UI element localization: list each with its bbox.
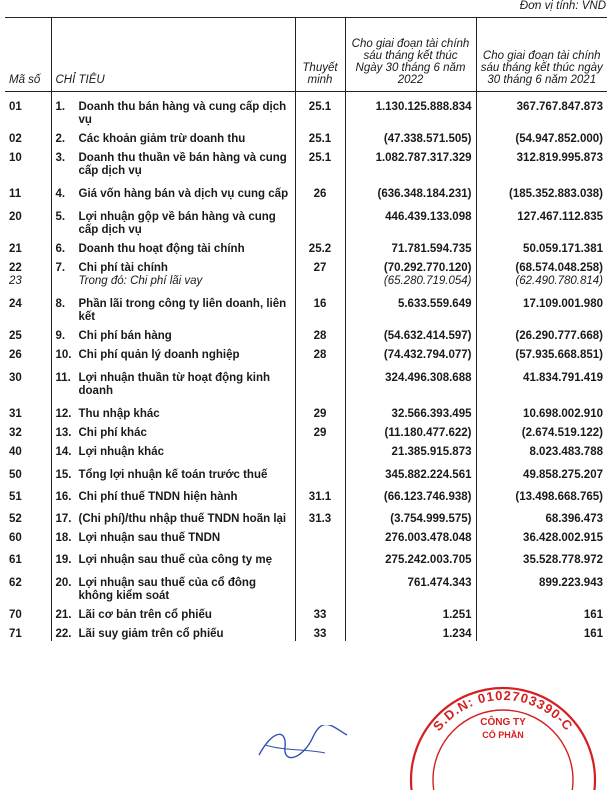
- row-item: [51, 398, 295, 421]
- row-number: 2.: [55, 133, 66, 145]
- row-label: Lợi nhuận thuần từ hoạt động kinh doanh: [78, 372, 271, 397]
- table-row: [5, 504, 607, 526]
- row-code: 32: [9, 427, 22, 439]
- seal-text-3: CỔ PHẦN: [482, 730, 524, 740]
- row-note: 26: [295, 178, 345, 201]
- header-period-2022: Cho giai đoạn tài chính sáu tháng kết thúc Ngày 30 tháng 6 năm 2022: [345, 18, 476, 92]
- row-label: Doanh thu bán hàng và cung cấp dịch vụ: [78, 101, 287, 126]
- row-label: Chi phí thuế TNDN hiện hành: [78, 491, 238, 503]
- row-label: Tổng lợi nhuận kế toán trước thuế: [78, 469, 268, 481]
- row-label: Chi phí tài chính: [78, 262, 168, 274]
- seal-text-2: CÔNG TY: [480, 717, 526, 728]
- row-value-2021: 36.428.002.915: [476, 526, 607, 545]
- row-label: Chi phí khác: [78, 427, 147, 439]
- row-value-2022: (11.180.477.622): [345, 421, 476, 440]
- table-row: [5, 459, 607, 482]
- row-item: [51, 92, 295, 128]
- row-value-2021: 68.396.473: [476, 504, 607, 526]
- row-label: Lợi nhuận gộp về bán hàng và cung cấp dịch vụ: [78, 211, 276, 236]
- row-item: [51, 256, 295, 275]
- row-code: 11: [9, 188, 22, 200]
- header-item: CHỈ TIÊU: [51, 18, 295, 92]
- row-note: [295, 545, 345, 567]
- table-row: [5, 146, 607, 178]
- row-item: [51, 343, 295, 362]
- row-code: 40: [9, 446, 22, 458]
- row-code: 26: [9, 349, 22, 361]
- row-value-2022: 5.633.559.649: [345, 288, 476, 324]
- row-label: Phần lãi trong công ty liên doanh, liên kết: [78, 298, 287, 323]
- row-value-2021: 41.834.791.419: [476, 362, 607, 398]
- row-code: 23: [9, 275, 22, 287]
- row-item: [51, 275, 295, 288]
- row-value-2022: 345.882.224.561: [345, 459, 476, 482]
- row-note: 25.1: [295, 92, 345, 128]
- row-value-2022: 1.234: [345, 622, 476, 641]
- row-item: [51, 526, 295, 545]
- row-note: 28: [295, 343, 345, 362]
- row-item: [51, 324, 295, 343]
- row-number: 11.: [55, 372, 71, 384]
- row-item: [51, 545, 295, 567]
- row-number: 1.: [55, 101, 66, 113]
- row-number: 15.: [55, 469, 72, 481]
- row-label: Thu nhập khác: [78, 408, 160, 420]
- row-code: 52: [9, 513, 22, 525]
- row-number: 7.: [55, 262, 66, 274]
- row-note: 28: [295, 324, 345, 343]
- row-number: 6.: [55, 243, 66, 255]
- row-value-2022: 1.082.787.317.329: [345, 146, 476, 178]
- row-value-2022: (3.754.999.575): [345, 504, 476, 526]
- svg-text:S.D.N: 0102703390-C: [430, 688, 576, 734]
- row-label: Lợi nhuận khác: [78, 446, 164, 458]
- table-row: [5, 482, 607, 504]
- row-number: 17.: [55, 513, 72, 525]
- row-code: 71: [9, 628, 22, 640]
- row-code: 31: [9, 408, 22, 420]
- row-code: 20: [9, 211, 22, 223]
- row-label: Doanh thu hoạt động tài chính: [78, 243, 245, 255]
- row-number: 12.: [55, 408, 72, 420]
- row-item: [51, 237, 295, 256]
- row-code: 30: [9, 372, 22, 384]
- row-value-2022: 446.439.133.098: [345, 201, 476, 237]
- table-row: [5, 526, 607, 545]
- row-item: [51, 459, 295, 482]
- row-code: 70: [9, 609, 22, 621]
- row-number: 14.: [55, 446, 72, 458]
- row-label: Lãi cơ bản trên cổ phiếu: [78, 609, 212, 621]
- row-note: [295, 459, 345, 482]
- row-value-2021: 899.223.943: [476, 567, 607, 603]
- row-value-2021: (2.674.519.122): [476, 421, 607, 440]
- row-number: 3.: [55, 152, 66, 164]
- row-value-2021: 161: [476, 622, 607, 641]
- row-label: Chi phí quản lý doanh nghiệp: [78, 349, 240, 361]
- row-label: Các khoản giảm trừ doanh thu: [78, 133, 246, 145]
- row-value-2021: (62.490.780.814): [476, 275, 607, 288]
- row-number: [56, 275, 79, 288]
- row-note: [295, 362, 345, 398]
- row-value-2022: (54.632.414.597): [345, 324, 476, 343]
- row-number: 18.: [55, 532, 72, 544]
- row-note: 29: [295, 398, 345, 421]
- row-code: 21: [9, 243, 22, 255]
- table-row: [5, 201, 607, 237]
- row-value-2021: 367.767.847.873: [476, 92, 607, 128]
- row-note: [295, 201, 345, 237]
- row-value-2022: (65.280.719.054): [345, 275, 476, 288]
- row-item: [51, 127, 295, 146]
- row-code: 51: [9, 491, 22, 503]
- row-label: (Chi phí)/thu nhập thuế TNDN hoãn lại: [78, 513, 287, 525]
- row-note: 33: [295, 622, 345, 641]
- row-value-2022: 32.566.393.495: [345, 398, 476, 421]
- company-seal: [388, 680, 611, 790]
- row-value-2022: 761.474.343: [345, 567, 476, 603]
- table-row: [5, 275, 607, 288]
- row-label: Lợi nhuận sau thuế của cổ đông không kiểm soát: [78, 577, 256, 602]
- row-label: Lợi nhuận sau thuế TNDN: [78, 532, 221, 544]
- row-number: 13.: [55, 427, 72, 439]
- row-code: 02: [9, 133, 22, 145]
- row-note: [295, 275, 345, 288]
- table-row: [5, 127, 607, 146]
- row-note: 16: [295, 288, 345, 324]
- table-row: [5, 178, 607, 201]
- row-code: 60: [9, 532, 22, 544]
- row-value-2022: 276.003.478.048: [345, 526, 476, 545]
- row-value-2021: 127.467.112.835: [476, 201, 607, 237]
- table-row: [5, 362, 607, 398]
- row-value-2022: (47.338.571.505): [345, 127, 476, 146]
- table-row: [5, 324, 607, 343]
- row-code: 61: [9, 554, 22, 566]
- table-body: [5, 92, 607, 642]
- table-header: [5, 18, 607, 92]
- row-item: [51, 421, 295, 440]
- table-row: [5, 256, 607, 275]
- row-code: 62: [9, 577, 22, 589]
- table-row: [5, 421, 607, 440]
- row-note: [295, 567, 345, 603]
- row-number: 19.: [55, 554, 72, 566]
- row-code: 25: [9, 330, 22, 342]
- table-row: [5, 545, 607, 567]
- row-value-2022: (636.348.184.231): [345, 178, 476, 201]
- row-item: [51, 567, 295, 603]
- row-note: 25.2: [295, 237, 345, 256]
- table-row: [5, 440, 607, 459]
- row-value-2021: (185.352.883.038): [476, 178, 607, 201]
- row-item: [51, 288, 295, 324]
- row-note: [295, 440, 345, 459]
- row-code: 10: [9, 152, 22, 164]
- row-value-2021: (54.947.852.000): [476, 127, 607, 146]
- row-number: 16.: [55, 491, 72, 503]
- table-row: [5, 343, 607, 362]
- row-number: 5.: [55, 211, 66, 223]
- row-item: [51, 178, 295, 201]
- row-number: 22.: [55, 628, 72, 640]
- row-item: [51, 362, 295, 398]
- row-note: 29: [295, 421, 345, 440]
- row-value-2021: (26.290.777.668): [476, 324, 607, 343]
- row-value-2022: 1.130.125.888.834: [345, 92, 476, 128]
- row-value-2021: (57.935.668.851): [476, 343, 607, 362]
- row-label: Lãi suy giảm trên cổ phiếu: [78, 628, 224, 640]
- row-value-2022: 1.251: [345, 603, 476, 622]
- header-period-2021: Cho giai đoạn tài chính sáu tháng kết thúc ngày 30 tháng 6 năm 2021: [476, 18, 607, 92]
- row-number: 9.: [55, 330, 66, 342]
- header-note: Thuyết minh: [295, 18, 345, 92]
- row-item: [51, 201, 295, 237]
- row-value-2022: 21.385.915.873: [345, 440, 476, 459]
- row-item: [51, 482, 295, 504]
- row-label: Giá vốn hàng bán và dịch vụ cung cấp: [78, 188, 289, 200]
- row-value-2022: (66.123.746.938): [345, 482, 476, 504]
- row-note: 25.1: [295, 146, 345, 178]
- row-note: 33: [295, 603, 345, 622]
- row-value-2021: 10.698.002.910: [476, 398, 607, 421]
- row-item: [51, 622, 295, 641]
- row-value-2021: (13.498.668.765): [476, 482, 607, 504]
- table-row: [5, 92, 607, 128]
- row-code: 24: [9, 298, 22, 310]
- row-item: [51, 440, 295, 459]
- row-number: 8.: [55, 298, 66, 310]
- row-note: [295, 526, 345, 545]
- row-code: 50: [9, 469, 22, 481]
- row-value-2021: 161: [476, 603, 607, 622]
- row-number: 4.: [55, 188, 66, 200]
- row-value-2021: 8.023.483.788: [476, 440, 607, 459]
- row-item: [51, 146, 295, 178]
- signature: [255, 725, 350, 760]
- row-item: [51, 504, 295, 526]
- row-number: 21.: [55, 609, 72, 621]
- row-code: 01: [9, 101, 22, 113]
- row-note: 27: [295, 256, 345, 275]
- row-label: Doanh thu thuần về bán hàng và cung cấp dịch vụ: [78, 152, 287, 177]
- table-row: [5, 622, 607, 641]
- row-note: 31.1: [295, 482, 345, 504]
- row-value-2021: 49.858.275.207: [476, 459, 607, 482]
- row-number: 10.: [55, 349, 72, 361]
- row-value-2021: 17.109.001.980: [476, 288, 607, 324]
- row-value-2021: 35.528.778.972: [476, 545, 607, 567]
- table-row: [5, 288, 607, 324]
- table-row: [5, 237, 607, 256]
- row-value-2022: 324.496.308.688: [345, 362, 476, 398]
- currency-unit-note: Đơn vị tính: VND: [519, 0, 606, 12]
- seal-text: S.D.N: 0102703390-C: [429, 687, 577, 734]
- row-note: 25.1: [295, 127, 345, 146]
- table-row: [5, 398, 607, 421]
- header-code: Mã số: [5, 18, 51, 92]
- row-note: 31.3: [295, 504, 345, 526]
- row-value-2021: 50.059.171.381: [476, 237, 607, 256]
- row-number: 20.: [55, 577, 72, 589]
- row-label: Lợi nhuận sau thuế của công ty mẹ: [78, 554, 272, 566]
- row-value-2021: (68.574.048.258): [476, 256, 607, 275]
- row-value-2022: 275.242.003.705: [345, 545, 476, 567]
- row-item: [51, 603, 295, 622]
- table-row: [5, 567, 607, 603]
- table-row: [5, 603, 607, 622]
- row-value-2021: 312.819.995.873: [476, 146, 607, 178]
- income-statement-table: [5, 17, 607, 641]
- row-label: Trong đó: Chi phí lãi vay: [78, 275, 203, 287]
- row-value-2022: 71.781.594.735: [345, 237, 476, 256]
- row-label: Chi phí bán hàng: [78, 330, 172, 342]
- row-value-2022: (70.292.770.120): [345, 256, 476, 275]
- row-code: 22: [9, 262, 22, 274]
- row-value-2022: (74.432.794.077): [345, 343, 476, 362]
